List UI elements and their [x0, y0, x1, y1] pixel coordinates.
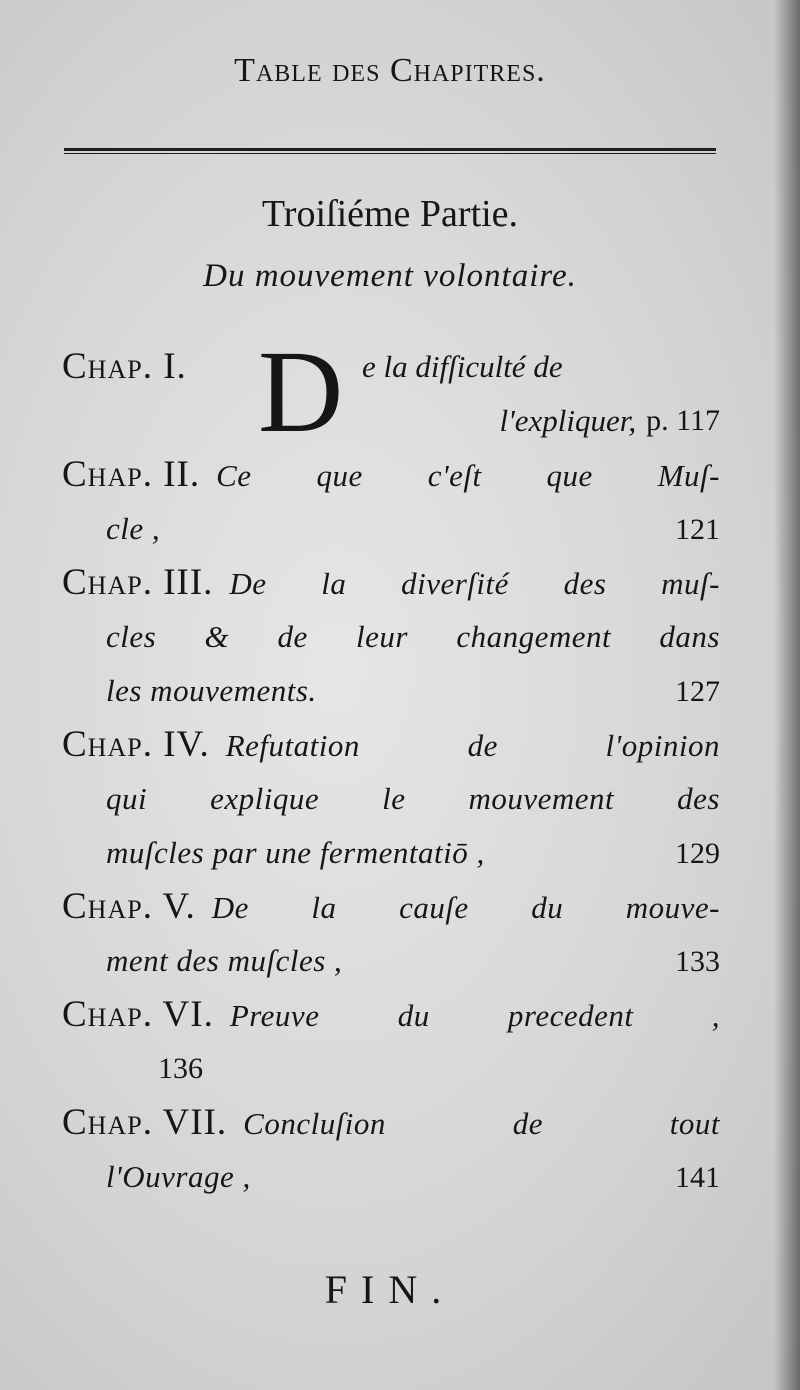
- page-number: 133: [675, 945, 720, 978]
- chapter-label: Chap. III.: [62, 562, 214, 603]
- chapter-title-text: qui explique le mouvement des: [106, 781, 720, 816]
- table-of-contents: [62, 326, 720, 1204]
- chapter-title-line: [62, 826, 720, 880]
- chapter-title-text: les mouvements.: [106, 673, 317, 708]
- page-number: 136: [158, 1052, 203, 1085]
- end-mark: FIN.: [324, 1267, 456, 1312]
- chapter-title-text: De la cauſe du mouve-: [211, 890, 720, 925]
- part-subtitle: Du mouvement volontaire.: [203, 258, 577, 294]
- chapter-title-text: cle ,: [106, 511, 161, 546]
- chapter-title-line: [62, 448, 720, 502]
- chapter-title-line: [62, 718, 720, 772]
- chapter-label: Chap. VI.: [62, 994, 214, 1035]
- chapter-title-line: [62, 556, 720, 610]
- page-number: 141: [675, 1161, 720, 1194]
- toc-entry-chap-5: [62, 880, 720, 988]
- chapter-title-text: De la diverſité des muſ-: [229, 566, 720, 601]
- chapter-title-text: Ce que c'eſt que Muſ-: [216, 458, 720, 493]
- chapter-label: Chap. VII.: [62, 1102, 228, 1143]
- page-number: p. 117: [646, 404, 720, 437]
- chapter-title-line: [62, 772, 720, 826]
- toc-entry-chap-6: [62, 988, 720, 1096]
- chapter-title-text: muſcles par une fermentatiō ,: [106, 835, 485, 870]
- page-number: 129: [675, 837, 720, 870]
- chapter-title-text: cles & de leur changement dans: [106, 619, 720, 654]
- toc-entry-chap-7: [62, 1096, 720, 1204]
- chapter-title-line: [62, 1150, 720, 1204]
- chapter-title-line: [62, 502, 720, 556]
- chapter-title-text: l'expliquer,: [499, 403, 637, 438]
- toc-entry-chap-4: [62, 718, 720, 880]
- chapter-title-line: [382, 394, 720, 448]
- toc-entry-chap-1: [62, 326, 720, 457]
- chapter-title-line: [62, 610, 720, 664]
- page-edge-shadow: [774, 0, 800, 1390]
- part-title: Troiſiéme Partie.: [261, 193, 519, 235]
- chapter-label: Chap. IV.: [62, 724, 210, 765]
- chapter-title-line: [62, 1042, 720, 1096]
- chapter-title-text: Preuve du precedent ,: [229, 998, 720, 1033]
- chapter-title-line: [362, 340, 720, 394]
- chapter-label: Chap. V.: [62, 886, 196, 927]
- page-number: 121: [675, 513, 720, 546]
- chapter-title-text: Refutation de l'opinion: [225, 728, 720, 763]
- chapter-title-line: [62, 1096, 720, 1150]
- chapter-title-line: [62, 880, 720, 934]
- chapter-label: Chap. II.: [62, 454, 201, 495]
- chapter-title-text: l'Ouvrage ,: [106, 1159, 251, 1194]
- chapter-title-text: Concluſion de tout: [243, 1106, 720, 1141]
- chapter-title-line: [62, 934, 720, 988]
- chapter-title-line: [62, 664, 720, 718]
- running-header: Table des Chapitres.: [234, 52, 546, 89]
- header-rule: [64, 148, 716, 154]
- chapter-title-text: e la difſiculté de: [362, 349, 563, 384]
- drop-cap: D: [258, 326, 344, 457]
- page-number: 127: [675, 675, 720, 708]
- chapter-title-line: [62, 988, 720, 1042]
- chapter-label: Chap. I.: [62, 346, 187, 387]
- toc-entry-chap-3: [62, 556, 720, 718]
- toc-entry-chap-2: [62, 448, 720, 556]
- chapter-title-text: ment des muſcles ,: [106, 943, 343, 978]
